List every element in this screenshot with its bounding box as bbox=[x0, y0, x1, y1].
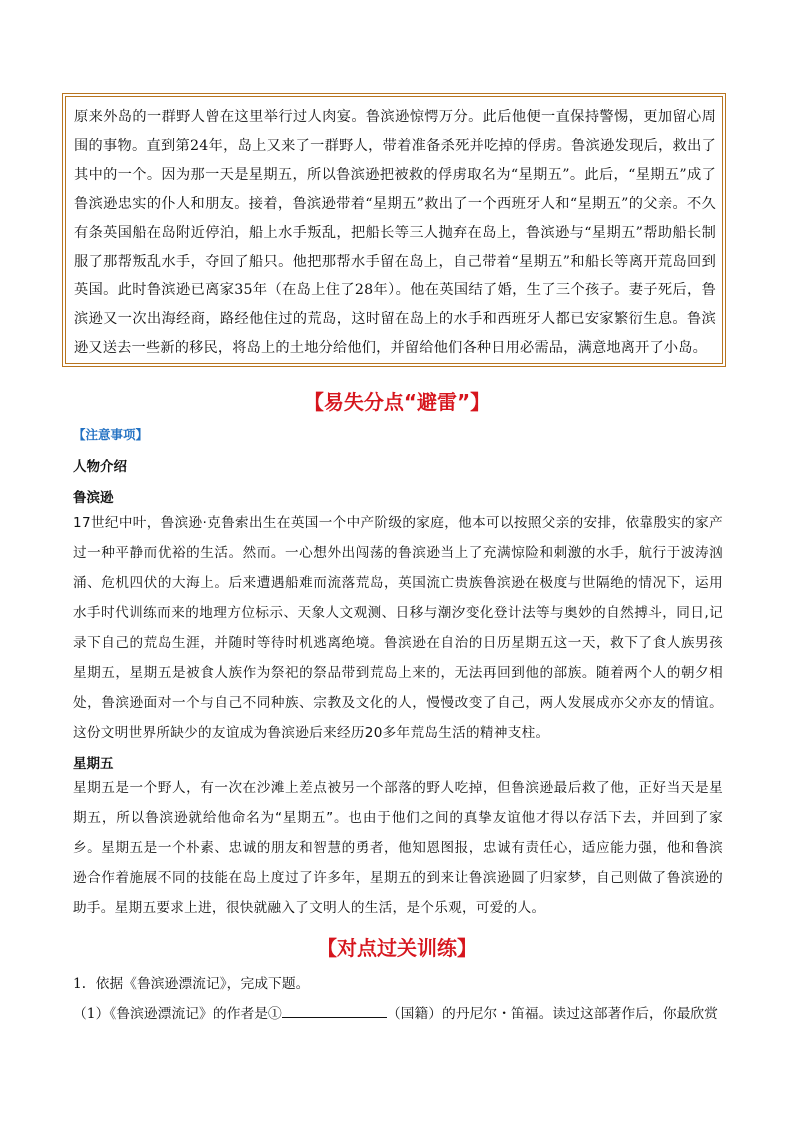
story-summary-text: 原来外岛的一群野人曾在这里举行过人肉宴。鲁滨逊惊愕万分。此后他便一直保持警惕，更加留心周围的事物。直到第24年，岛上又来了一群野人，带着准备杀死并吃掉的俘虏。鲁滨逊发现后，救出了其中的一个。因为那一天是星期五，所以鲁滨逊把被救的俘虏取名为“星期五”。此后，“星期五”成了鲁滨逊忠实的仆人和朋友。接着，鲁滨逊带着“星期五”救出了一个西班牙人和“星期五”的父亲。不久有条英国船在岛附近停泊，船上水手叛乱，把船长等三人抛弃在岛上，鲁滨逊与“星期五”帮助船长制服了那帮叛乱水手，夺回了船只。他把那帮水手留在岛上，自己带着“星期五”和船长等离开荒岛回到英国。此时鲁滨逊已离家35年（在岛上住了28年）。他在英国结了婚，生了三个孩子。妻子死后，鲁滨逊又一次出海经商，路经他住过的荒岛，这时留在岛上的水手和西班牙人都已安家繁衍生息。鲁滨逊又送去一些新的移民，将岛上的土地分给他们，并留给他们各种日用必需品，满意地离开了小岛。 bbox=[74, 109, 716, 357]
question-1-1 bbox=[73, 1003, 733, 1024]
section-title-pitfalls: 【易失分点“避雷”】 bbox=[303, 390, 491, 414]
answer-blank-nationality[interactable] bbox=[282, 1003, 387, 1018]
question-1: 1．依据《鲁滨逊漂流记》，完成下题。 bbox=[73, 976, 310, 992]
notes-label: 【注意事项】 bbox=[73, 427, 149, 442]
section-title-practice: 【对点过关训练】 bbox=[317, 936, 477, 960]
crusoe-paragraph: 17世纪中叶，鲁滨逊·克鲁索出生在英国一个中产阶级的家庭，他本可以按照父亲的安排，依靠殷实的家产过一种平静而优裕的生活。然而。一心想外出闯荡的鲁滨逊当上了充满惊险和刺激的水手，航行于波涛汹涌、危机四伏的大海上。后来遭遇船难而流落荒岛，英国流亡贵族鲁滨逊在极度与世隔绝的情况下，运用水手时代训练而来的地理方位标示、天象人文观测、日移与潮汐变化登计法等与奥妙的自然搏斗，同日,记录下自己的荒岛生涯，并随时等待时机逃离绝境。鲁滨逊在自治的日历星期五这一天，救下了食人族男孩星期五，星期五是被食人族作为祭祀的祭品带到荒岛上来的，无法再回到他的部族。随着两个人的朝夕相处，鲁滨逊面对一个与自己不同种族、宗教及文化的人，慢慢改变了自己，两人发展成亦父亦友的情谊。这份文明世界所缺少的友谊成为鲁滨逊后来经历20多年荒岛生活的精神支柱。 bbox=[73, 515, 723, 741]
question-1-1-prefix: （1）《鲁滨逊漂流记》的作者是① bbox=[73, 1006, 282, 1022]
question-1-1-suffix: （国籍）的丹尼尔・笛福。读过这部著作后，你最欣赏 bbox=[386, 1006, 718, 1022]
character-intro-heading: 人物介绍 bbox=[73, 459, 127, 475]
friday-heading: 星期五 bbox=[73, 756, 114, 772]
crusoe-heading: 鲁滨逊 bbox=[73, 490, 114, 506]
friday-paragraph: 星期五是一个野人，有一次在沙滩上差点被另一个部落的野人吃掉，但鲁滨逊最后救了他，正好当天是星期五，所以鲁滨逊就给他命名为“星期五”。也由于他们之间的真挚友谊他才得以存活下去，并回到了家乡。星期五是一个朴素、忠诚的朋友和智慧的勇者，他知恩图报，忠诚有责任心，适应能力强，他和鲁滨逊合作着施展不同的技能在岛上度过了许多年，星期五的到来让鲁滨逊圆了归家梦，自己则做了鲁滨逊的助手。星期五要求上进，很快就融入了文明人的生活，是个乐观，可爱的人。 bbox=[73, 780, 723, 916]
story-summary-box bbox=[62, 93, 726, 367]
